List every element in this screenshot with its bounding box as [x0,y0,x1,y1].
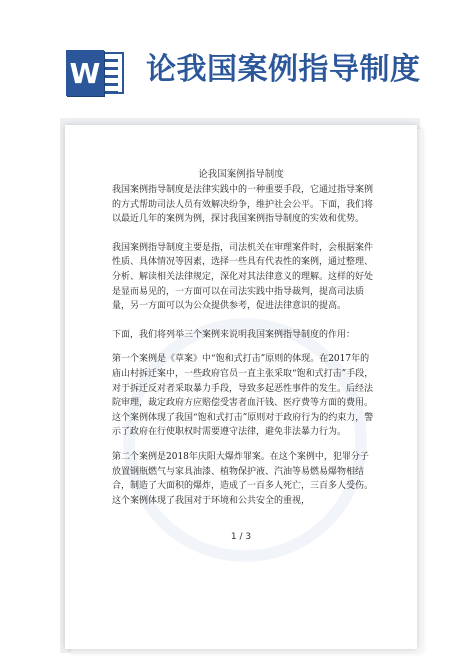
paragraph: 第一个案例是《草案》中“饱和式打击”原则的体现。在2017年的庙山村拆迁案中，一些政府官员一直主张采取“饱和式打击”手段，对于拆迁反对者采取暴力手段，导致多起恶性事件的发生。后经法院审理，裁定政府方应赔偿受害者血汗钱、医疗费等方面的费用。这个案例体现了我国“饱和式打击”原则对于政府行为的约束力，警示了政府在行使职权时需要遵守法律，避免非法暴力行为。 [112,354,374,438]
header-banner [0,0,474,120]
banner-title: 论我国案例指导制度 [146,52,421,87]
paragraph: 我国案例指导制度主要是指，司法机关在审理案件时，会根据案件性质、具体情况等因素，选择一些具有代表性的案例，通过整理、分析、解读相关法律规定，深化对其法律意义的理解。这样的好处是显而易见的，一方面可以在司法实践中指导裁判，提高司法质量，另一方面可以为公众提供参考，促进法律意识的提高。 [112,242,374,312]
word-icon [66,50,126,96]
document-page [65,125,417,649]
document-body [112,183,374,522]
document-title: 论我国案例指导制度 [198,169,284,180]
page-indicator: 1 / 3 [230,532,252,542]
paragraph: 下面，我们将列举三个案例来说明我国案例指导制度的作用： [112,329,356,340]
paragraph: 我国案例指导制度是法律实践中的一种重要手段，它通过指导案例的方式帮助司法人员有效解决纷争，维护社会公平。下面，我们将以最近几年的案例为例，探讨我国案例指导制度的实效和优势。 [112,185,374,225]
word-badge: W [66,50,104,96]
paragraph: 第二个案例是2018年庆阳大爆炸罪案。在这个案例中，犯罪分子放置钢瓶燃气与家具油漆、植物保护液、汽油等易燃易爆物相结合，制造了大面积的爆炸，造成了一百多人死亡，三百多人受伤。这个案例体现了我国对于环境和公共安全的重视， [112,451,374,506]
